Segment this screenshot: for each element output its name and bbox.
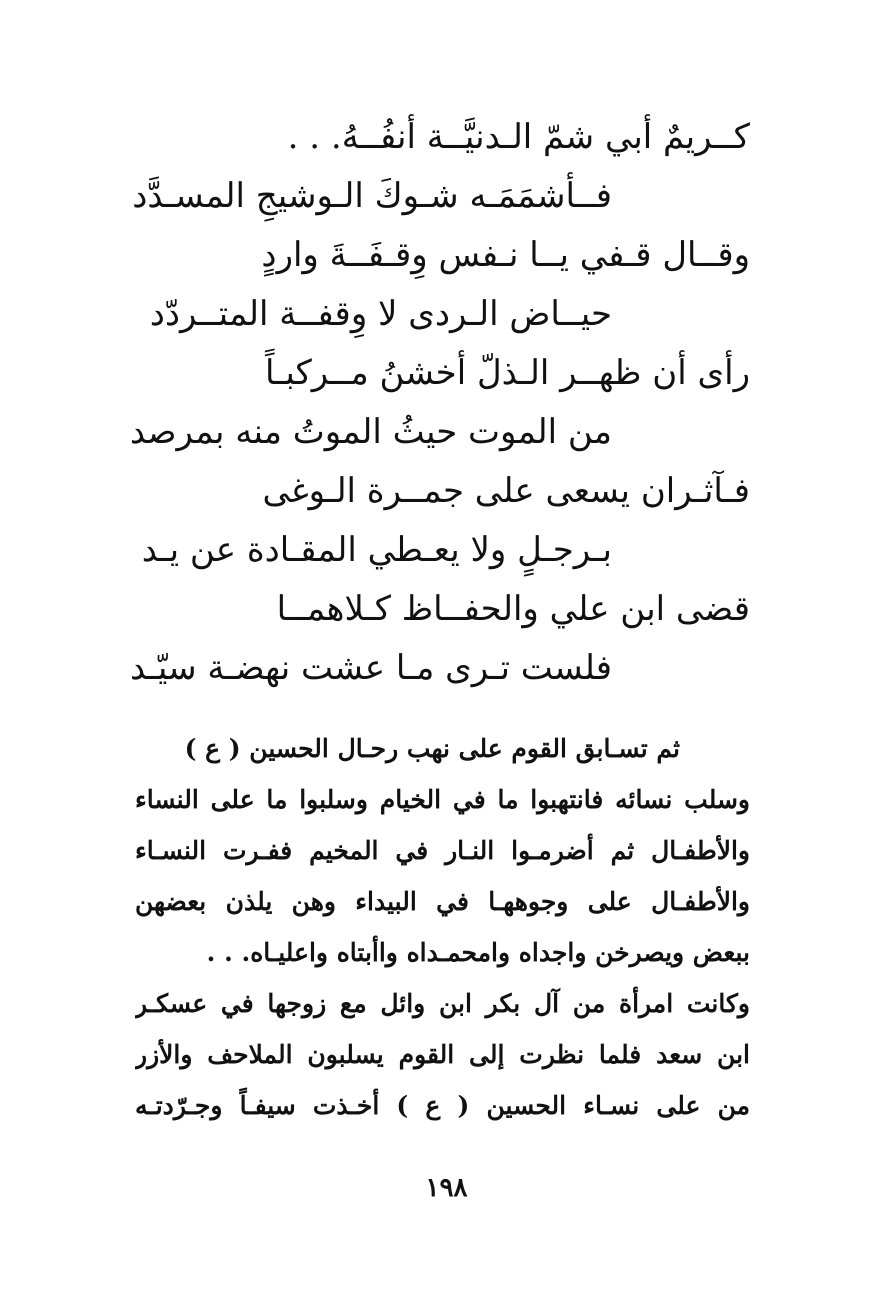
poem-line: فـآثـران يسعى على جمــرة الـوغى xyxy=(262,471,750,511)
prose-line: والأطفـال على وجوههـا في البيداء وهن يلذن بعضهن xyxy=(135,887,750,916)
poem-line: كــريمٌ أبي شمّ الـدنيَّــة أنفُــهُ. . . xyxy=(287,117,750,157)
poem-line: فلست تـرى مـا عشت نهضـة سيّـد xyxy=(130,648,612,688)
poem-line: رأى أن ظهــر الـذلّ أخشنُ مــركبـاً xyxy=(265,353,750,393)
poem-line: حيــاض الـردى لا وِقفــة المتــردّد xyxy=(149,294,612,334)
poem-line: وقــال قـفي يــا نـفس وِقـفَــةَ واردٍ xyxy=(261,235,750,275)
prose-line: ابن سعد فلما نظرت إلى القوم يسلبون الملاحف والأزر xyxy=(135,1040,750,1069)
prose-line: وسلب نسائه فانتهبوا ما في الخيام وسلبوا ما على النساء xyxy=(135,785,750,814)
poem-line: بـرجـلٍ ولا يعـطي المقـادة عن يـد xyxy=(141,530,612,570)
prose-paragraph xyxy=(135,723,750,1131)
poem-block xyxy=(130,108,750,698)
prose-line: والأطفـال ثم أضرمـوا النـار في المخيم ففـرت النسـاء xyxy=(135,836,750,865)
prose-line: وكانت امرأة من آل بكر ابن وائل مع زوجها في عسكـر xyxy=(135,989,750,1018)
poem-line: قضى ابن علي والحفــاظ كـلاهمــا xyxy=(276,589,750,629)
prose-line: من على نسـاء الحسين ( ع ) أخـذت سيفـاً وجـرّدتـه xyxy=(135,1091,750,1120)
poem-line: من الموت حيثُ الموتُ منه بمرصد xyxy=(130,412,612,452)
poem-line: فــأشمَمَـه شـوكَ الـوشيجِ المسـدَّد xyxy=(132,176,612,216)
prose-line: ببعض ويصرخن واجداه وامحمـداه واأبتاه واعليـاه. . . xyxy=(206,938,750,967)
prose-line: ثم تسـابق القوم على نهب رحـال الحسين ( ع ) xyxy=(184,734,680,763)
page-number: ١٩٨ xyxy=(425,1173,468,1203)
